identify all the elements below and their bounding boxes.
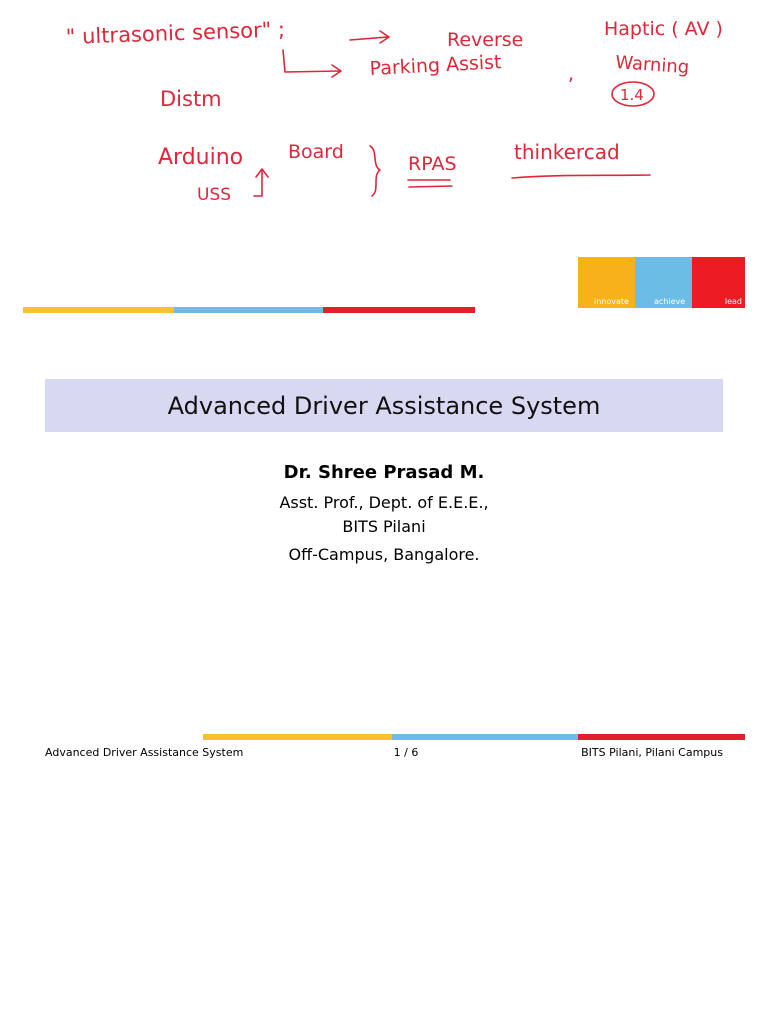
annotation-arrow-up	[254, 169, 268, 196]
logo-word-achieve: achieve	[654, 297, 686, 306]
annotation-arduino: Arduino	[158, 145, 244, 170]
slide-footer	[45, 746, 723, 762]
footer-title: Advanced Driver Assistance System	[45, 746, 244, 759]
bits-logo	[578, 257, 745, 308]
annotation-comma: ,	[568, 63, 575, 85]
logo-segment-innovate	[578, 257, 635, 308]
annotation-haptic: Haptic ( AV )	[604, 18, 723, 40]
annotation-reverse: Reverse	[447, 29, 524, 51]
annotation-board: Board	[288, 141, 344, 163]
slide-title: Advanced Driver Assistance System	[167, 391, 601, 420]
annotation-underline-3	[512, 175, 650, 178]
annotation-uss: USS	[197, 185, 232, 205]
annotation-ultrasonic-sensor: " ultrasonic sensor" ;	[65, 17, 286, 49]
affiliation-line-3: Off-Campus, Bangalore.	[288, 545, 480, 564]
annotation-thinkercad: thinkercad	[514, 140, 620, 164]
annotation-dist: Distm	[160, 87, 222, 111]
footer-page-number: 1 / 6	[393, 746, 419, 759]
bottom-color-bar	[203, 734, 745, 740]
top-color-bar	[23, 307, 475, 313]
title-box	[45, 379, 723, 432]
top-bar-blue	[174, 307, 323, 313]
annotation-brace	[370, 146, 380, 196]
annotation-underline-2	[409, 186, 452, 187]
bottom-bar-yellow	[203, 734, 392, 740]
author-name: Dr. Shree Prasad M.	[283, 462, 485, 483]
top-bar-red	[323, 307, 475, 313]
annotation-arrow-hook	[283, 50, 341, 77]
logo-word-innovate: innovate	[594, 297, 629, 306]
annotation-arrow-right	[350, 31, 389, 43]
logo-segment-achieve	[635, 257, 692, 308]
annotation-ref: 1.4	[620, 86, 644, 104]
footer-institution: BITS Pilani, Pilani Campus	[581, 746, 723, 759]
affiliation-line-1: Asst. Prof., Dept. of E.E.E.,	[279, 493, 489, 512]
logo-segment-lead	[692, 257, 745, 308]
bottom-bar-blue	[392, 734, 578, 740]
author-block	[0, 462, 768, 567]
annotation-warning: Warning	[614, 52, 690, 79]
handwritten-annotations	[0, 0, 768, 230]
logo-word-lead: lead	[724, 297, 742, 306]
top-bar-yellow	[23, 307, 174, 313]
annotation-parking-assist: Parking Assist	[369, 51, 502, 80]
annotation-rpas: RPAS	[408, 153, 457, 175]
bottom-bar-red	[578, 734, 745, 740]
affiliation-line-2: BITS Pilani	[342, 517, 426, 536]
